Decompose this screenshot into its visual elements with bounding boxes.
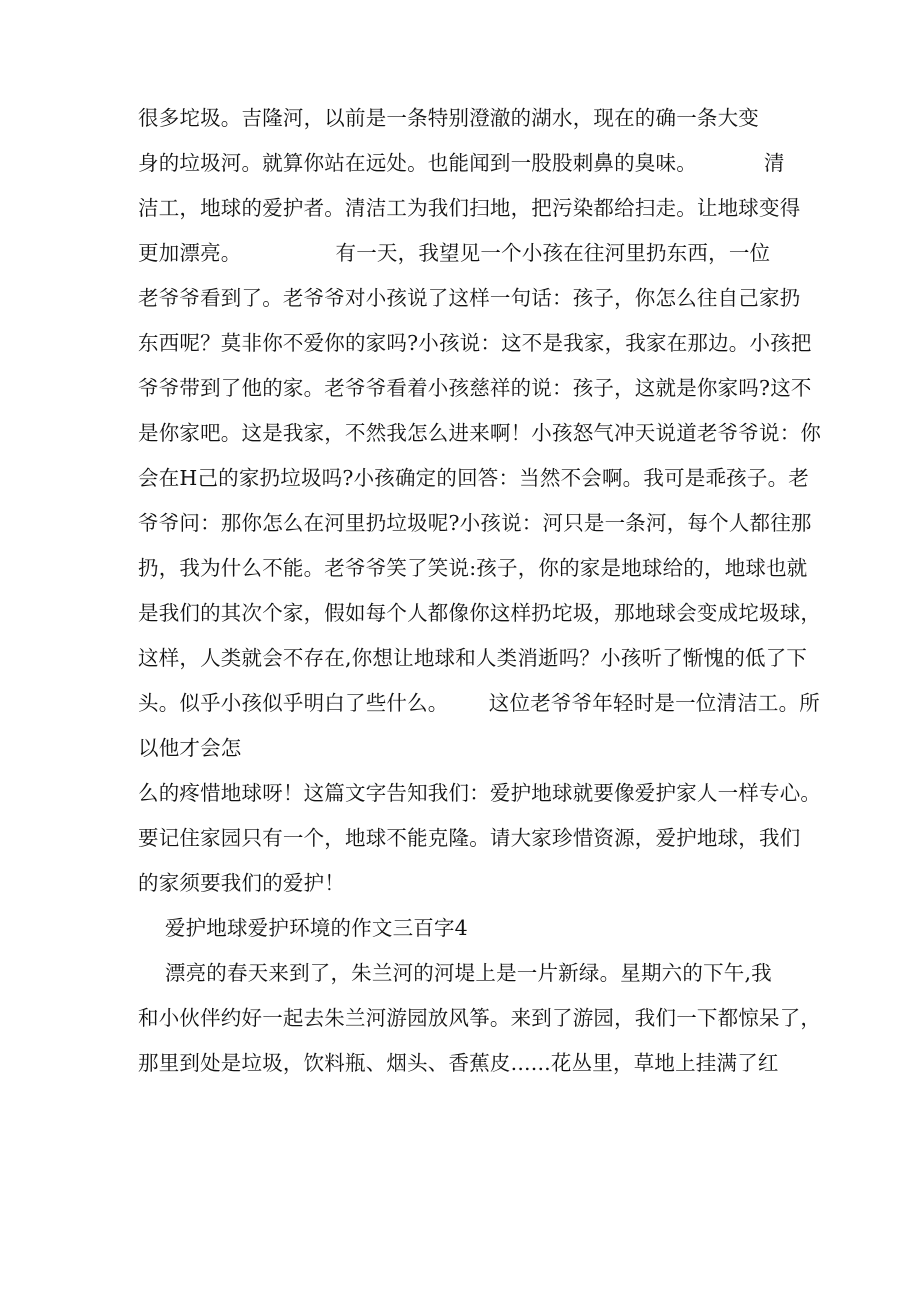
text-line: 爷爷带到了他的家。老爷爷看着小孩慈祥的说：孩子，这就是你家吗?这不 <box>138 376 812 400</box>
text-line: 身的垃圾河。就算你站在远处。也能闻到一股股刺鼻的臭味。 清 <box>138 151 785 175</box>
text-line: 是你家吧。这是我家，不然我怎么进来啊！小孩怒气冲天说道老爷爷说：你 <box>138 421 822 445</box>
text-line: 和小伙伴约好一起去朱兰河游园放风筝。来到了游园，我们一下都惊呆了， <box>138 1006 822 1030</box>
text-line: 漂亮的春天来到了，朱兰河的河堤上是一片新绿。星期六的下午,我 <box>138 961 772 985</box>
text-line: 扔，我为什么不能。老爷爷笑了笑说:孩子，你的家是地球给的，地球也就 <box>138 556 808 580</box>
text-line: 头。似乎小孩似乎明白了些什么。 这位老爷爷年轻时是一位清洁工。所 <box>138 691 820 715</box>
text-line: 是我们的其次个家，假如每个人都像你这样扔坨圾，那地球会变成坨圾球， <box>138 601 822 625</box>
text-line: 洁工，地球的爱护者。清洁工为我们扫地，把污染都给扫走。让地球变得 <box>138 196 801 220</box>
text-line: 那里到处是垃圾，饮料瓶、烟头、香蕉皮......花丛里，草地上挂满了红 <box>138 1051 779 1075</box>
text-line: 会在H己的家扔垃圾吗?小孩确定的回答：当然不会啊。我可是乖孩子。老 <box>138 466 809 490</box>
text-line: 更加漂亮。 有一天，我望见一个小孩在往河里扔东西，一位 <box>138 241 771 265</box>
text-line: 的家须要我们的爱护！ <box>138 871 345 895</box>
text-line: 这样，人类就会不存在,你想让地球和人类消逝吗？小孩听了惭愧的低了下 <box>138 646 808 670</box>
text-line: 东西呢？莫非你不爱你的家吗?小孩说：这不是我家，我家在那边。小孩把 <box>138 331 812 355</box>
section-heading: 爱护地球爱护环境的作文三百字4 <box>138 916 468 940</box>
text-line: 很多坨圾。吉隆河，以前是一条特别澄澈的湖水，现在的确一条大变 <box>138 106 759 130</box>
text-line: 老爷爷看到了。老爷爷对小孩说了这样一句话：孩子，你怎么往自己家扔 <box>138 286 801 310</box>
text-line: 爷爷问：那你怎么在河里扔垃圾呢?小孩说：河只是一条河，每个人都往那 <box>138 511 812 535</box>
text-line: 以他才会怎 <box>138 736 242 760</box>
text-line: 要记住家园只有一个，地球不能克隆。请大家珍惜资源，爱护地球，我们 <box>138 826 801 850</box>
text-line: 么的疼惜地球呀！这篇文字告知我们：爱护地球就要像爱护家人一样专心。 <box>138 781 822 805</box>
